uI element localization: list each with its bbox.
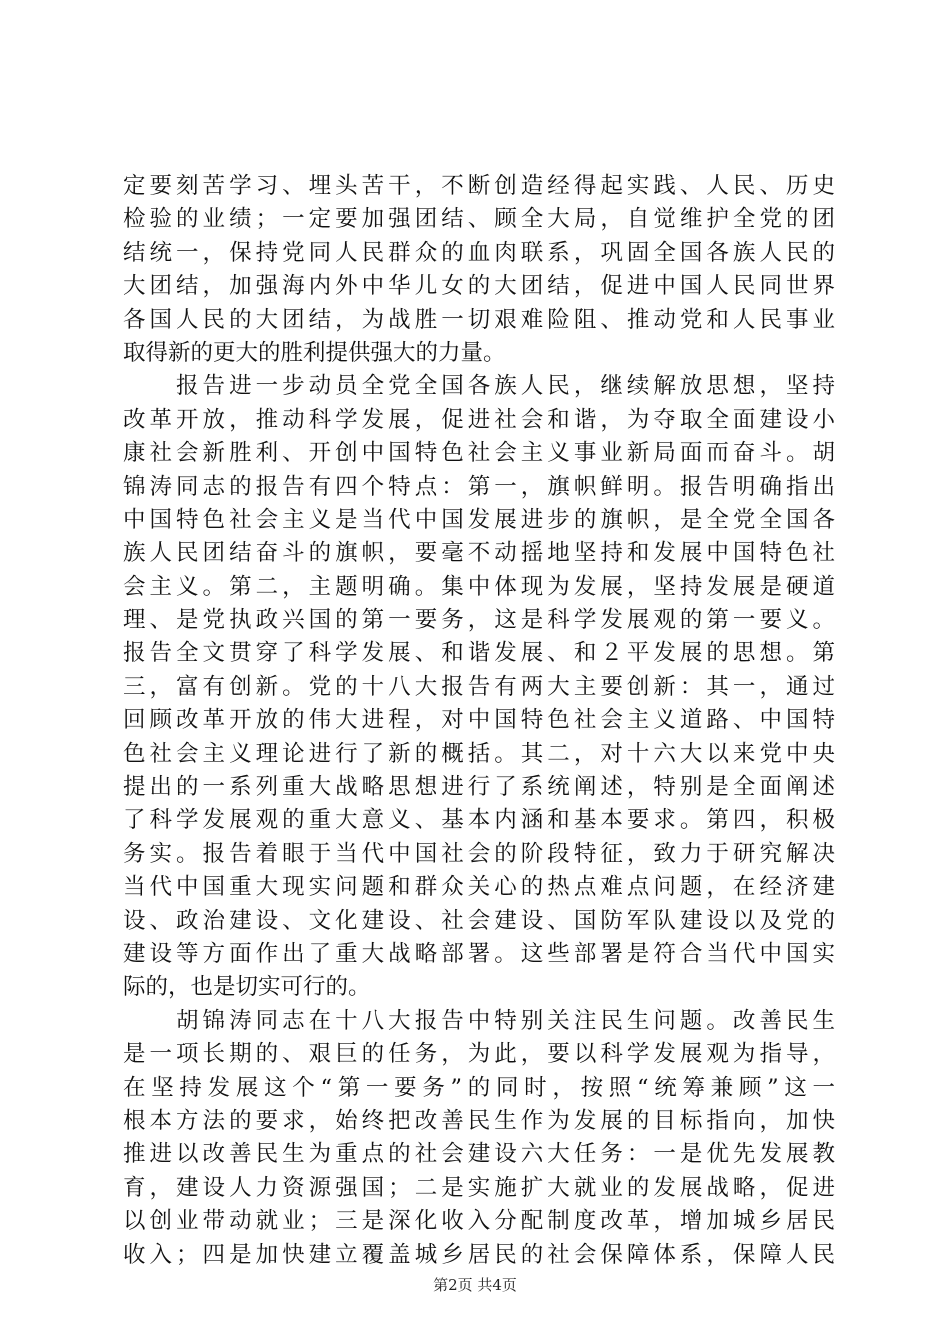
text-line: 结统一，保持党同人民群众的血肉联系，巩固全国各族人民的 [123, 239, 835, 266]
document-body [123, 170, 835, 1272]
text-line: 回顾改革开放的伟大进程，对中国特色社会主义道路、中国特 [123, 707, 835, 734]
text-line: 胡锦涛同志在十八大报告中特别关注民生问题。改善民生 [123, 1007, 835, 1034]
text-line: 各国人民的大团结，为战胜一切艰难险阻、推动党和人民事业 [123, 306, 835, 333]
text-line: 提出的一系列重大战略思想进行了系统阐述，特别是全面阐述 [123, 774, 835, 801]
text-line: 当代中国重大现实问题和群众关心的热点难点问题，在经济建 [123, 874, 835, 901]
page-number-footer: 第2页 共4页 [433, 1276, 517, 1294]
text-line: 色社会主义理论进行了新的概括。其二，对十六大以来党中央 [123, 740, 835, 767]
text-line: 大团结，加强海内外中华儿女的大团结，促进中国人民同世界 [123, 273, 835, 300]
text-line: 检验的业绩；一定要加强团结、顾全大局，自觉维护全党的团 [123, 206, 835, 233]
text-line: 建设等方面作出了重大战略部署。这些部署是符合当代中国实 [123, 940, 835, 967]
text-line: 报告进一步动员全党全国各族人民，继续解放思想，坚持 [123, 373, 835, 400]
text-line: 是一项长期的、艰巨的任务，为此，要以科学发展观为指导， [123, 1041, 835, 1068]
text-line: 务实。报告着眼于当代中国社会的阶段特征，致力于研究解决 [123, 840, 835, 867]
text-line: 设、政治建设、文化建设、社会建设、国防军队建设以及党的 [123, 907, 835, 934]
text-line: 改革开放，推动科学发展，促进社会和谐，为夺取全面建设小 [123, 406, 835, 433]
text-line: 了科学发展观的重大意义、基本内涵和基本要求。第四，积极 [123, 807, 835, 834]
text-line: 以创业带动就业；三是深化收入分配制度改革，增加城乡居民 [123, 1208, 835, 1235]
text-line: 收入；四是加快建立覆盖城乡居民的社会保障体系，保障人民 [123, 1241, 835, 1268]
text-line: 康社会新胜利、开创中国特色社会主义事业新局面而奋斗。胡 [123, 440, 835, 467]
text-line: 际的，也是切实可行的。 [123, 974, 371, 1001]
text-line: 会主义。第二，主题明确。集中体现为发展，坚持发展是硬道 [123, 573, 835, 600]
text-line: 三，富有创新。党的十八大报告有两大主要创新：其一，通过 [123, 673, 835, 700]
text-line: 族人民团结奋斗的旗帜，要毫不动摇地坚持和发展中国特色社 [123, 540, 835, 567]
text-line: 锦涛同志的报告有四个特点：第一，旗帜鲜明。报告明确指出 [123, 473, 835, 500]
text-line: 根本方法的要求，始终把改善民生作为发展的目标指向，加快 [123, 1107, 835, 1134]
text-line: 育，建设人力资源强国；二是实施扩大就业的发展战略，促进 [123, 1174, 835, 1201]
text-line: 理、是党执政兴国的第一要务，这是科学发展观的第一要义。 [123, 607, 835, 634]
text-line: 取得新的更大的胜利提供强大的力量。 [123, 339, 506, 366]
text-line: 推进以改善民生为重点的社会建设六大任务：一是优先发展教 [123, 1141, 835, 1168]
text-line: 报告全文贯穿了科学发展、和谐发展、和２平发展的思想。第 [123, 640, 835, 667]
text-line: 在坚持发展这个“第一要务”的同时，按照“统筹兼顾”这一 [123, 1074, 835, 1101]
text-line: 定要刻苦学习、埋头苦干，不断创造经得起实践、人民、历史 [123, 173, 835, 199]
text-line: 中国特色社会主义是当代中国发展进步的旗帜，是全党全国各 [123, 506, 835, 533]
